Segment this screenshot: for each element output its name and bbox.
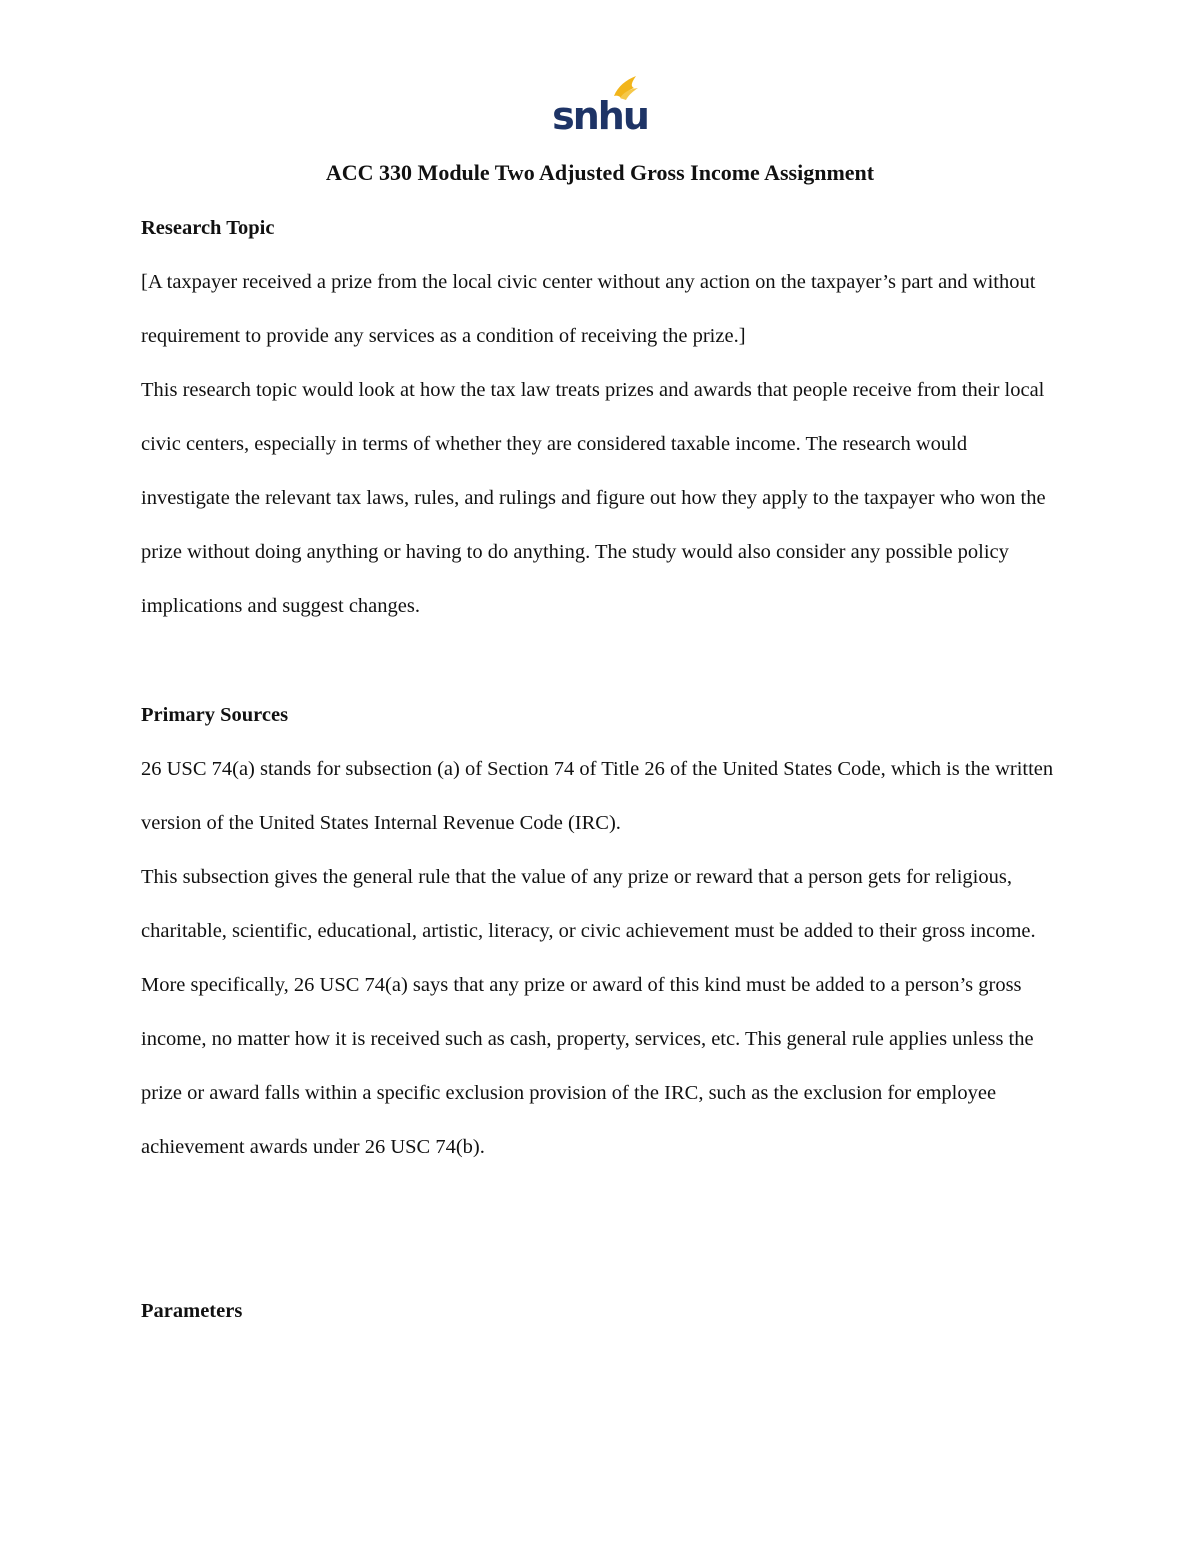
primary-sources-heading: Primary Sources bbox=[141, 704, 289, 726]
research-topic-body bbox=[141, 255, 1061, 633]
document-title: ACC 330 Module Two Adjusted Gross Income Assignment bbox=[325, 160, 875, 185]
primary-sources-paragraph-3: More specifically, 26 USC 74(a) says that any prize or award of this kind must be added to a person’s gross income, no matter how it is received such as cash, property, services, etc. This general rule applies unless the prize or award falls within a specific exclusion provision of the IRC, such as the exclusion for employee achievement awards under 26 USC 74(b). bbox=[141, 974, 1034, 1158]
snhu-logo-graphic bbox=[552, 72, 648, 134]
logo-wordmark: snhu bbox=[552, 94, 648, 134]
research-topic-paragraph-1: [A taxpayer received a prize from the local civic center without any action on the taxpayer’s part and without requirement to provide any services as a condition of receiving the prize.] bbox=[141, 271, 1036, 347]
primary-sources-body bbox=[141, 742, 1061, 1174]
parameters-heading: Parameters bbox=[141, 1300, 243, 1322]
research-topic-paragraph-2: This research topic would look at how the tax law treats prizes and awards that people receive from their local civic centers, especially in terms of whether they are considered taxable income. The research would investigate the relevant tax laws, rules, and rulings and figure out how they apply to the taxpayer who won the prize without doing anything or having to do anything. The study would also consider any possible policy implications and suggest changes. bbox=[141, 379, 1046, 617]
snhu-logo bbox=[552, 72, 648, 134]
primary-sources-paragraph-2: This subsection gives the general rule that the value of any prize or reward that a person gets for religious, charitable, scientific, educational, artistic, literacy, or civic achievement must be added to their gross income. bbox=[141, 866, 1036, 942]
primary-sources-paragraph-1: 26 USC 74(a) stands for subsection (a) of Section 74 of Title 26 of the United States Code, which is the written version of the United States Internal Revenue Code (IRC). bbox=[141, 758, 1054, 834]
research-topic-heading: Research Topic bbox=[141, 217, 275, 239]
